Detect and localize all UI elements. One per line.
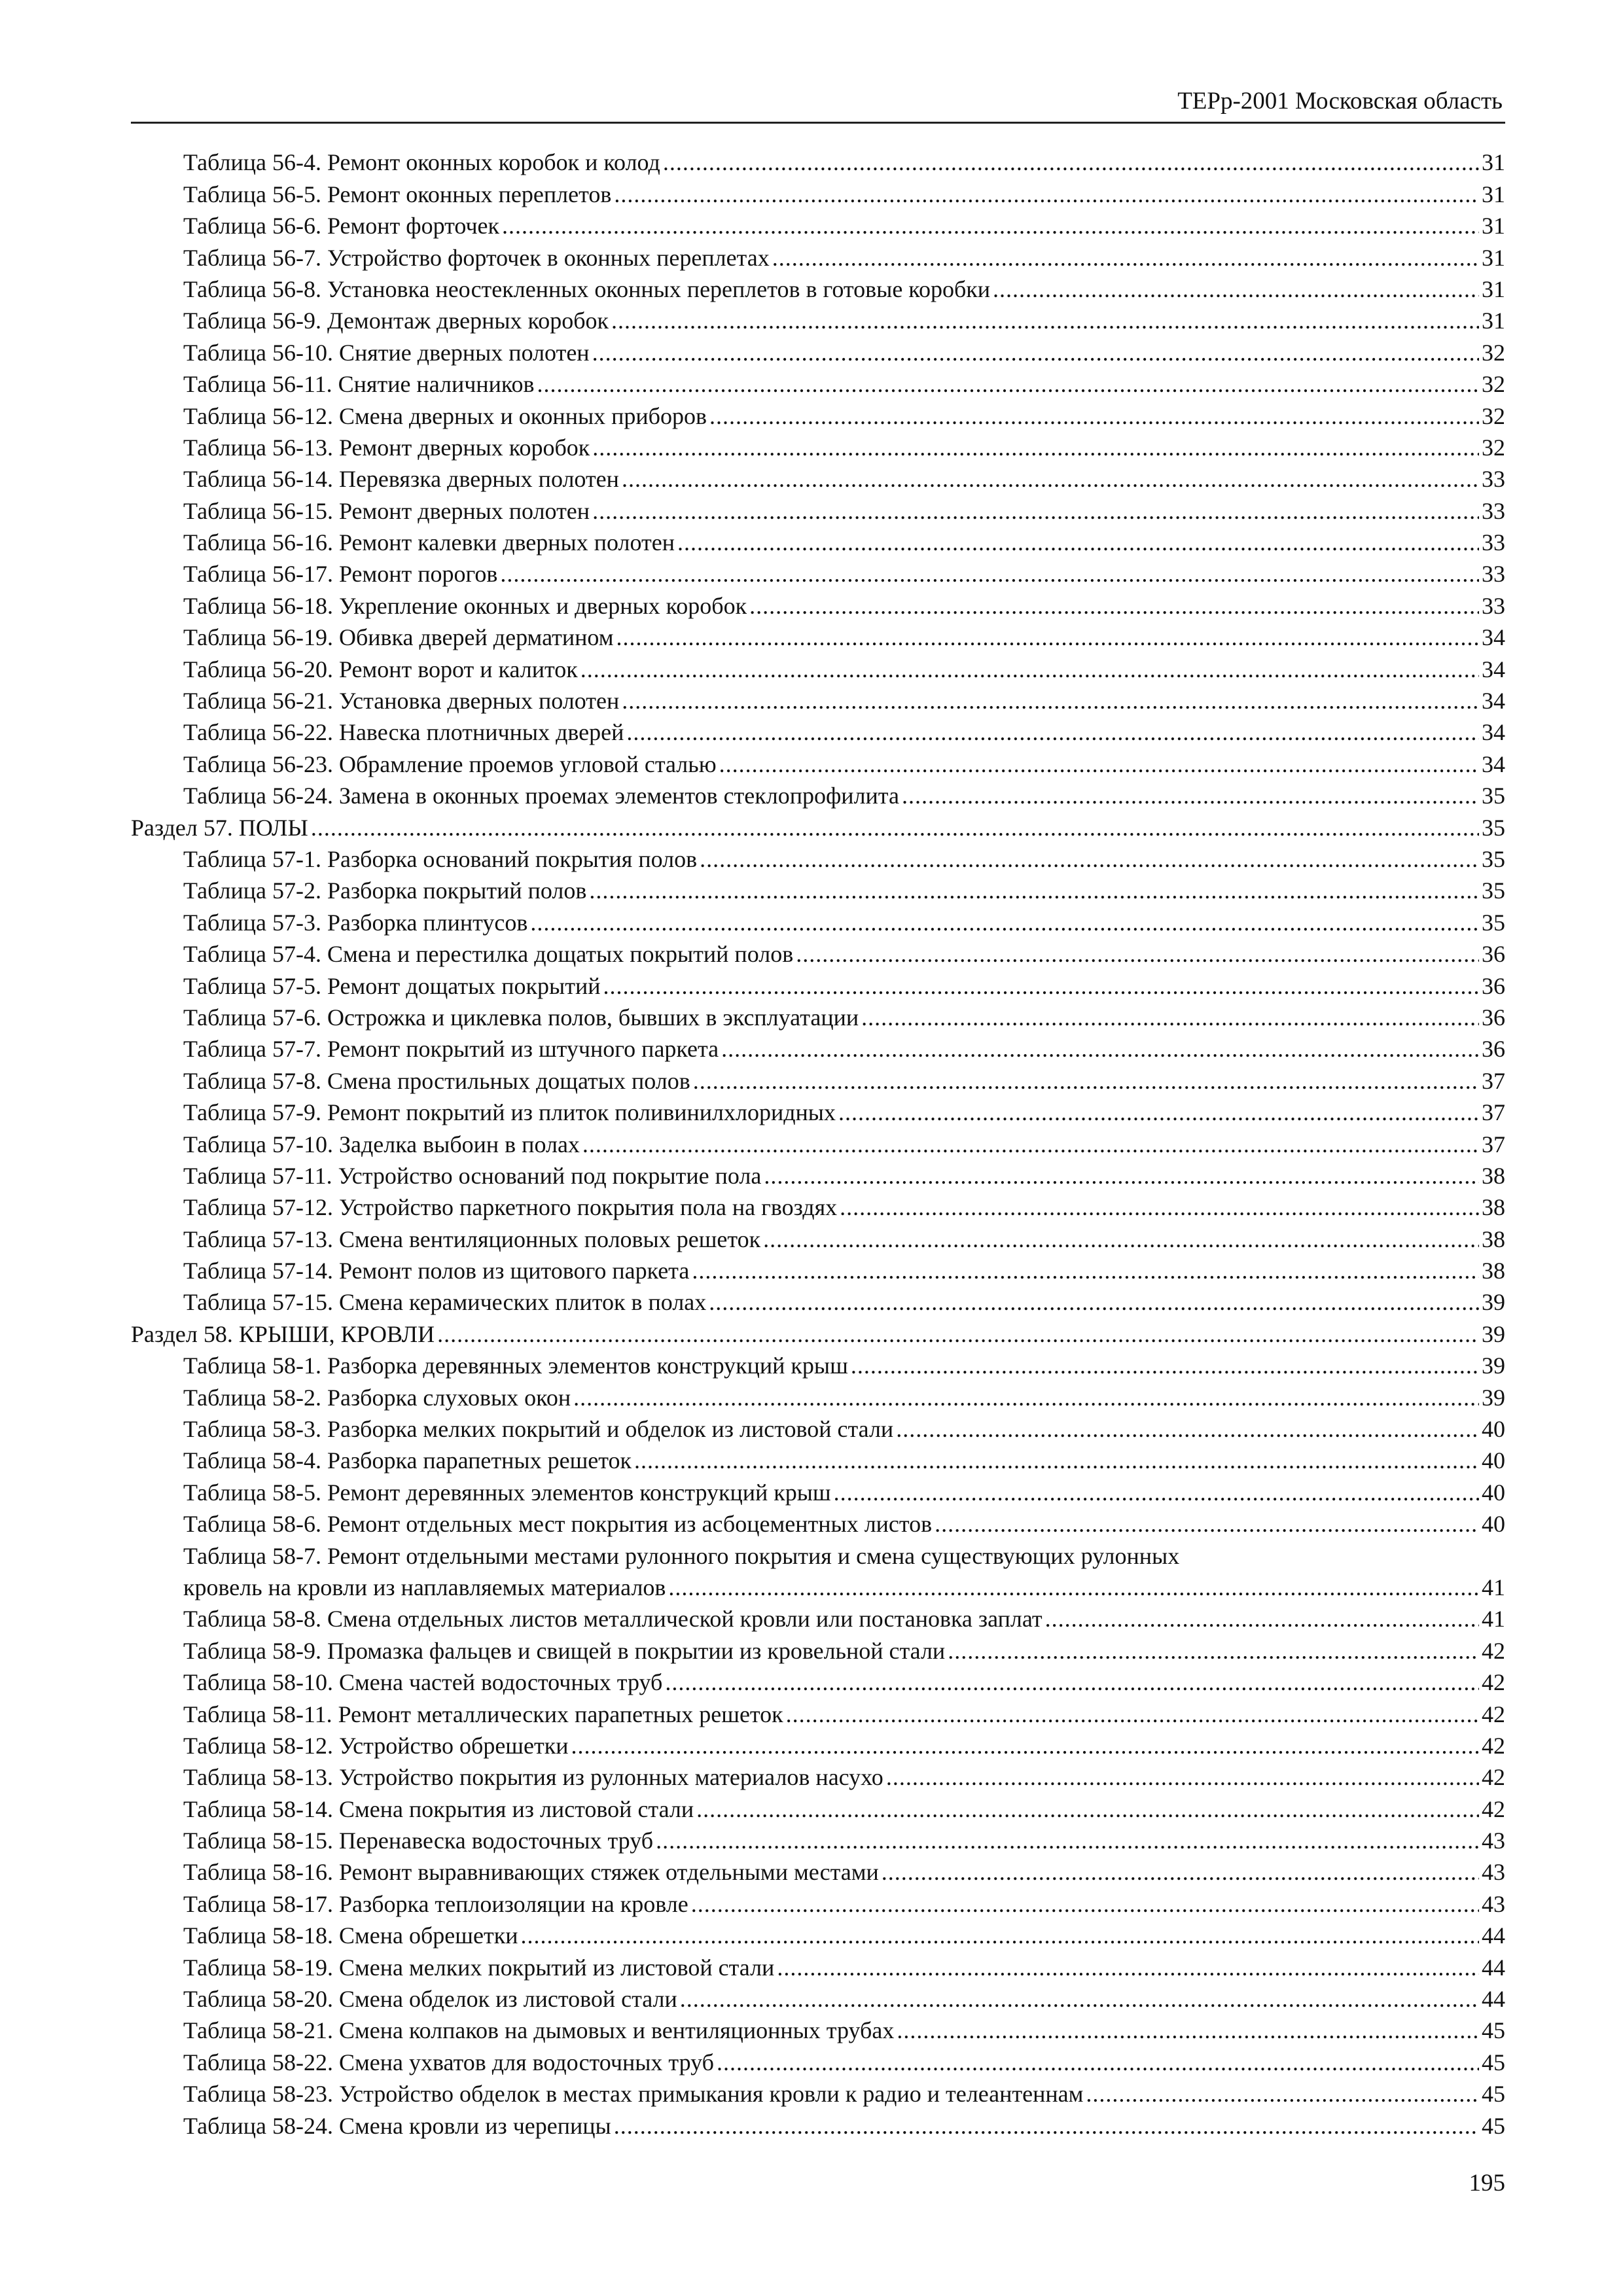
toc-entry-page: 43 xyxy=(1482,1828,1505,1854)
toc-section-entry[interactable] xyxy=(131,1316,1505,1348)
toc-entry-page: 42 xyxy=(1482,1637,1505,1664)
toc-entry-title: Таблица 56-17. Ремонт порогов xyxy=(183,561,498,588)
toc-entry-title: Таблица 57-13. Смена вентиляционных половых решеток xyxy=(183,1226,761,1252)
toc-entry-page: 35 xyxy=(1482,783,1505,809)
dot-leader xyxy=(437,1320,1479,1349)
dot-leader xyxy=(719,750,1479,779)
dot-leader xyxy=(709,1288,1479,1316)
dot-leader xyxy=(571,1731,1479,1760)
toc-table-entry[interactable] xyxy=(131,1285,1505,1316)
dot-leader xyxy=(882,1858,1479,1886)
dot-leader xyxy=(663,148,1479,177)
toc-table-entry[interactable] xyxy=(131,684,1505,715)
toc-entry-continuation[interactable] xyxy=(131,1570,1505,1602)
dot-leader xyxy=(693,1067,1479,1095)
toc-entry-title: Таблица 56-24. Замена в оконных проемах элементов стеклопрофилита xyxy=(183,783,899,809)
toc-entry-title: Таблица 56-22. Навеска плотничных дверей xyxy=(183,719,624,746)
toc-entry-page: 34 xyxy=(1482,656,1505,682)
toc-entry-page: 32 xyxy=(1482,371,1505,398)
dot-leader xyxy=(500,559,1479,588)
toc-entry-title: Таблица 58-17. Разборка теплоизоляции на кровле xyxy=(183,1890,688,1917)
toc-entry-title: Таблица 58-19. Смена мелких покрытий из листовой стали xyxy=(183,1954,775,1981)
page-header xyxy=(131,85,1505,124)
toc-entry-page: 32 xyxy=(1482,339,1505,366)
toc-table-entry[interactable] xyxy=(131,1349,1505,1380)
dot-leader xyxy=(948,1636,1479,1665)
table-of-contents xyxy=(131,145,1505,2140)
toc-entry-title: Таблица 58-23. Устройство обделок в местах примыкания кровли к радио и телеантеннам xyxy=(183,2081,1084,2108)
toc-table-entry[interactable] xyxy=(131,652,1505,683)
toc-entry-title: Таблица 56-5. Ремонт оконных переплетов xyxy=(183,181,612,207)
toc-entry-page: 33 xyxy=(1482,466,1505,493)
toc-entry-title: Таблица 58-20. Смена обделок из листовой стали xyxy=(183,1986,677,2013)
dot-leader xyxy=(616,623,1479,652)
dot-leader xyxy=(721,1034,1479,1063)
toc-entry-title: Таблица 58-12. Устройство обрешетки xyxy=(183,1732,569,1759)
toc-table-entry[interactable] xyxy=(131,1633,1505,1665)
toc-entry-title: Таблица 56-9. Демонтаж дверных коробок xyxy=(183,308,609,334)
toc-table-entry[interactable] xyxy=(131,1095,1505,1127)
toc-entry-page: 35 xyxy=(1482,845,1505,872)
dot-leader xyxy=(603,972,1479,1000)
toc-entry-page: 33 xyxy=(1482,497,1505,524)
toc-table-entry[interactable] xyxy=(131,1475,1505,1506)
toc-entry-page: 45 xyxy=(1482,2049,1505,2075)
dot-leader xyxy=(897,2016,1479,2045)
toc-entry-title: Раздел 57. ПОЛЫ xyxy=(131,814,308,841)
toc-entry-page: 40 xyxy=(1482,1447,1505,1474)
toc-table-entry[interactable] xyxy=(131,1824,1505,1855)
toc-entry-page: 42 xyxy=(1482,1764,1505,1791)
toc-entry-title: Таблица 58-11. Ремонт металлических парапетных решеток xyxy=(183,1701,783,1727)
dot-leader xyxy=(838,1098,1479,1127)
toc-table-entry[interactable] xyxy=(131,1602,1505,1633)
toc-entry-title: Таблица 57-3. Разборка плинтусов xyxy=(183,909,528,936)
toc-table-entry[interactable] xyxy=(131,493,1505,525)
toc-entry-page: 36 xyxy=(1482,1004,1505,1031)
toc-entry-page: 36 xyxy=(1482,1036,1505,1063)
document-title: ТЕРр-2001 Московская область xyxy=(1177,88,1503,115)
dot-leader xyxy=(696,1795,1479,1824)
toc-entry-page: 45 xyxy=(1482,2017,1505,2044)
toc-entry-title: Таблица 56-7. Устройство форточек в оконных переплетах xyxy=(183,244,770,271)
toc-table-entry[interactable] xyxy=(131,620,1505,652)
toc-entry-title: Таблица 58-9. Промазка фальцев и свищей в покрытии из кровельной стали xyxy=(183,1637,946,1664)
dot-leader xyxy=(749,592,1479,620)
toc-entry-page: 34 xyxy=(1482,688,1505,715)
dot-leader xyxy=(611,306,1479,335)
toc-table-entry[interactable] xyxy=(131,874,1505,905)
toc-entry-title: Таблица 56-16. Ремонт калевки дверных полотен xyxy=(183,529,675,556)
dot-leader xyxy=(530,908,1479,937)
toc-entry-title: Таблица 57-2. Разборка покрытий полов xyxy=(183,877,587,904)
toc-table-entry[interactable] xyxy=(131,2045,1505,2076)
toc-entry-title: Таблица 57-4. Смена и перестилка дощатых покрытий полов xyxy=(183,941,794,968)
toc-table-entry[interactable] xyxy=(131,1507,1505,1538)
toc-table-entry[interactable] xyxy=(131,937,1505,968)
toc-entry-page: 35 xyxy=(1482,814,1505,841)
dot-leader xyxy=(786,1700,1479,1729)
toc-entry-page: 45 xyxy=(1482,2081,1505,2108)
toc-entry-page: 39 xyxy=(1482,1320,1505,1347)
toc-table-entry[interactable] xyxy=(131,525,1505,557)
toc-entry-title: Таблица 58-6. Ремонт отдельных мест покрытия из асбоцементных листов xyxy=(183,1511,933,1538)
toc-table-entry[interactable] xyxy=(131,1982,1505,2013)
dot-leader xyxy=(614,2111,1479,2140)
toc-entry-page: 35 xyxy=(1482,877,1505,904)
toc-entry-title: Таблица 58-4. Разборка парапетных решеток xyxy=(183,1447,632,1474)
toc-table-entry[interactable] xyxy=(131,1538,1505,1570)
toc-entry-page: 33 xyxy=(1482,592,1505,619)
toc-entry-page: 33 xyxy=(1482,529,1505,556)
toc-entry-page: 43 xyxy=(1482,1859,1505,1886)
toc-entry-page: 34 xyxy=(1482,624,1505,651)
dot-leader xyxy=(902,781,1479,810)
toc-entry-page: 34 xyxy=(1482,719,1505,746)
dot-leader xyxy=(840,1193,1479,1222)
toc-table-entry[interactable] xyxy=(131,1950,1505,1981)
toc-entry-title: Таблица 58-7. Ремонт отдельными местами рулонного покрытия и смена существующих рулонных xyxy=(183,1542,1180,1569)
toc-entry-title: Таблица 56-10. Снятие дверных полотен xyxy=(183,339,590,366)
toc-entry-page: 42 xyxy=(1482,1795,1505,1822)
dot-leader xyxy=(311,813,1479,842)
toc-entry-title: Таблица 56-14. Перевязка дверных полотен xyxy=(183,466,619,493)
toc-table-entry[interactable] xyxy=(131,209,1505,240)
toc-entry-page: 32 xyxy=(1482,434,1505,461)
toc-entry-title: Таблица 57-6. Острожка и циклевка полов, бывших в эксплуатации xyxy=(183,1004,859,1031)
toc-table-entry[interactable] xyxy=(131,779,1505,810)
toc-entry-page: 42 xyxy=(1482,1732,1505,1759)
toc-entry-title: Таблица 56-11. Снятие наличников xyxy=(183,371,535,398)
toc-entry-page: 39 xyxy=(1482,1352,1505,1379)
dot-leader xyxy=(1045,1604,1479,1633)
toc-entry-title: Таблица 58-14. Смена покрытия из листовой стали xyxy=(183,1795,694,1822)
dot-leader xyxy=(537,370,1479,398)
toc-entry-title: Таблица 58-24. Смена кровли из черепицы xyxy=(183,2112,611,2139)
toc-entry-page: 31 xyxy=(1482,275,1505,302)
toc-entry-title: Таблица 58-18. Смена обрешетки xyxy=(183,1922,518,1949)
toc-table-entry[interactable] xyxy=(131,1697,1505,1728)
toc-entry-title-continued: кровель на кровли из наплавляемых материалов xyxy=(183,1574,666,1600)
dot-leader xyxy=(665,1668,1479,1697)
toc-entry-title: Таблица 57-12. Устройство паркетного покрытия пола на гвоздях xyxy=(183,1194,838,1221)
dot-leader xyxy=(700,845,1479,874)
toc-table-entry[interactable] xyxy=(131,747,1505,778)
toc-entry-title: Таблица 57-7. Ремонт покрытий из штучного паркета xyxy=(183,1036,719,1063)
dot-leader xyxy=(622,465,1479,493)
toc-entry-page: 32 xyxy=(1482,402,1505,429)
toc-entry-title: Таблица 57-1. Разборка оснований покрытия полов xyxy=(183,845,698,872)
dot-leader xyxy=(1086,2079,1479,2108)
toc-entry-title: Таблица 57-11. Устройство оснований под покрытие пола xyxy=(183,1162,762,1189)
toc-entry-page: 42 xyxy=(1482,1669,1505,1696)
toc-table-entry[interactable] xyxy=(131,1159,1505,1190)
dot-leader xyxy=(614,180,1479,209)
toc-table-entry[interactable] xyxy=(131,398,1505,430)
toc-entry-page: 36 xyxy=(1482,972,1505,999)
toc-entry-page: 35 xyxy=(1482,909,1505,936)
toc-entry-page: 31 xyxy=(1482,213,1505,239)
toc-entry-page: 40 xyxy=(1482,1479,1505,1506)
toc-entry-page: 44 xyxy=(1482,1922,1505,1949)
toc-entry-page: 44 xyxy=(1482,1954,1505,1981)
toc-table-entry[interactable] xyxy=(131,145,1505,177)
toc-entry-title: Таблица 56-21. Установка дверных полотен xyxy=(183,688,620,715)
toc-table-entry[interactable] xyxy=(131,1886,1505,1918)
toc-entry-page: 41 xyxy=(1482,1574,1505,1600)
dot-leader xyxy=(656,1826,1479,1855)
toc-entry-title: Таблица 56-15. Ремонт дверных полотен xyxy=(183,497,590,524)
toc-entry-title: Таблица 58-8. Смена отдельных листов металлической кровли или постановка заплат xyxy=(183,1606,1043,1633)
toc-entry-title: Таблица 58-1. Разборка деревянных элементов конструкций крыш xyxy=(183,1352,848,1379)
dot-leader xyxy=(692,1256,1479,1285)
toc-table-entry[interactable] xyxy=(131,1729,1505,1760)
dot-leader xyxy=(886,1763,1479,1792)
dot-leader xyxy=(935,1510,1479,1538)
toc-entry-page: 42 xyxy=(1482,1701,1505,1727)
toc-table-entry[interactable] xyxy=(131,1665,1505,1697)
toc-table-entry[interactable] xyxy=(131,2108,1505,2140)
toc-table-entry[interactable] xyxy=(131,1918,1505,1950)
toc-entry-page: 45 xyxy=(1482,2112,1505,2139)
toc-entry-page: 38 xyxy=(1482,1194,1505,1221)
toc-entry-page: 38 xyxy=(1482,1226,1505,1252)
dot-leader xyxy=(589,876,1479,905)
toc-table-entry[interactable] xyxy=(131,367,1505,398)
toc-entry-title: Таблица 56-6. Ремонт форточек xyxy=(183,213,500,239)
dot-leader xyxy=(834,1478,1479,1507)
dot-leader xyxy=(626,718,1479,747)
toc-entry-title: Таблица 57-8. Смена простильных дощатых полов xyxy=(183,1067,690,1094)
dot-leader xyxy=(573,1383,1479,1412)
toc-table-entry[interactable] xyxy=(131,177,1505,208)
toc-entry-title: Таблица 56-20. Ремонт ворот и калиток xyxy=(183,656,578,682)
toc-table-entry[interactable] xyxy=(131,2013,1505,2045)
toc-table-entry[interactable] xyxy=(131,715,1505,747)
toc-table-entry[interactable] xyxy=(131,272,1505,304)
toc-entry-title: Таблица 58-3. Разборка мелких покрытий и обделок из листовой стали xyxy=(183,1416,894,1443)
toc-entry-title: Таблица 56-18. Укрепление оконных и дверных коробок xyxy=(183,592,747,619)
toc-entry-title: Раздел 58. КРЫШИ, КРОВЛИ xyxy=(131,1320,435,1347)
dot-leader xyxy=(796,940,1479,968)
dot-leader xyxy=(764,1161,1479,1190)
toc-table-entry[interactable] xyxy=(131,304,1505,335)
toc-table-entry[interactable] xyxy=(131,431,1505,462)
toc-entry-page: 40 xyxy=(1482,1416,1505,1443)
toc-entry-title: Таблица 56-13. Ремонт дверных коробок xyxy=(183,434,590,461)
toc-entry-title: Таблица 56-4. Ремонт оконных коробок и колод xyxy=(183,149,660,176)
toc-entry-title: Таблица 56-12. Смена дверных и оконных приборов xyxy=(183,402,707,429)
toc-table-entry[interactable] xyxy=(131,240,1505,272)
toc-entry-title: Таблица 56-19. Обивка дверей дерматином xyxy=(183,624,614,651)
toc-entry-title: Таблица 58-21. Смена колпаков на дымовых и вентиляционных трубах xyxy=(183,2017,895,2044)
toc-entry-page: 31 xyxy=(1482,308,1505,334)
dot-leader xyxy=(622,686,1479,715)
toc-table-entry[interactable] xyxy=(131,557,1505,588)
toc-entry-page: 38 xyxy=(1482,1162,1505,1189)
toc-entry-page: 43 xyxy=(1482,1890,1505,1917)
toc-entry-title: Таблица 57-14. Ремонт полов из щитового паркета xyxy=(183,1258,690,1284)
toc-entry-title: Таблица 57-5. Ремонт дощатых покрытий xyxy=(183,972,601,999)
toc-entry-title: Таблица 58-22. Смена ухватов для водосточных труб xyxy=(183,2049,714,2075)
dot-leader xyxy=(592,497,1479,525)
toc-table-entry[interactable] xyxy=(131,1792,1505,1823)
dot-leader xyxy=(861,1003,1479,1032)
page-number: 195 xyxy=(1469,2170,1505,2197)
dot-leader xyxy=(592,433,1479,462)
toc-entry-title: Таблица 57-15. Смена керамических плиток в полах xyxy=(183,1289,707,1316)
toc-table-entry[interactable] xyxy=(131,905,1505,936)
header-divider xyxy=(131,122,1505,124)
dot-leader xyxy=(520,1921,1479,1950)
dot-leader xyxy=(592,338,1479,367)
toc-entry-page: 41 xyxy=(1482,1606,1505,1633)
toc-entry-title: Таблица 58-2. Разборка слуховых окон xyxy=(183,1384,571,1411)
toc-entry-page: 37 xyxy=(1482,1131,1505,1157)
toc-entry-title: Таблица 56-8. Установка неостекленных оконных переплетов в готовые коробки xyxy=(183,275,991,302)
toc-table-entry[interactable] xyxy=(131,1855,1505,1886)
toc-entry-page: 40 xyxy=(1482,1511,1505,1538)
toc-entry-title: Таблица 58-10. Смена частей водосточных труб xyxy=(183,1669,663,1696)
dot-leader xyxy=(777,1953,1479,1982)
dot-leader xyxy=(582,1130,1479,1159)
toc-entry-page: 31 xyxy=(1482,244,1505,271)
toc-table-entry[interactable] xyxy=(131,1127,1505,1158)
toc-table-entry[interactable] xyxy=(131,1063,1505,1095)
dot-leader xyxy=(580,655,1479,684)
toc-entry-title: Таблица 58-15. Перенавеска водосточных труб xyxy=(183,1828,654,1854)
dot-leader xyxy=(763,1225,1479,1254)
toc-table-entry[interactable] xyxy=(131,1032,1505,1063)
toc-entry-title: Таблица 57-10. Заделка выбоин в полах xyxy=(183,1131,580,1157)
toc-entry-page: 36 xyxy=(1482,941,1505,968)
toc-entry-page: 31 xyxy=(1482,181,1505,207)
toc-section-entry[interactable] xyxy=(131,810,1505,841)
dot-leader xyxy=(668,1573,1479,1602)
toc-entry-title: Таблица 58-5. Ремонт деревянных элементов конструкций крыш xyxy=(183,1479,831,1506)
toc-table-entry[interactable] xyxy=(131,335,1505,366)
dot-leader xyxy=(634,1446,1479,1475)
toc-table-entry[interactable] xyxy=(131,588,1505,620)
dot-leader xyxy=(772,243,1479,272)
toc-table-entry[interactable] xyxy=(131,1760,1505,1792)
toc-entry-page: 39 xyxy=(1482,1384,1505,1411)
toc-table-entry[interactable] xyxy=(131,1443,1505,1475)
toc-entry-page: 34 xyxy=(1482,751,1505,777)
toc-table-entry[interactable] xyxy=(131,2077,1505,2108)
toc-entry-title: Таблица 56-23. Обрамление проемов угловой сталью xyxy=(183,751,717,777)
toc-entry-page: 44 xyxy=(1482,1986,1505,2013)
toc-table-entry[interactable] xyxy=(131,842,1505,874)
dot-leader xyxy=(709,402,1479,431)
toc-table-entry[interactable] xyxy=(131,1412,1505,1443)
dot-leader xyxy=(691,1890,1479,1918)
toc-entry-page: 37 xyxy=(1482,1067,1505,1094)
toc-table-entry[interactable] xyxy=(131,1254,1505,1285)
toc-entry-page: 31 xyxy=(1482,149,1505,176)
dot-leader xyxy=(502,211,1479,240)
dot-leader xyxy=(677,528,1479,557)
toc-table-entry[interactable] xyxy=(131,1380,1505,1411)
dot-leader xyxy=(680,1985,1479,2013)
toc-table-entry[interactable] xyxy=(131,1222,1505,1253)
toc-entry-page: 38 xyxy=(1482,1258,1505,1284)
toc-entry-title: Таблица 58-16. Ремонт выравнивающих стяжек отдельными местами xyxy=(183,1859,879,1886)
toc-table-entry[interactable] xyxy=(131,462,1505,493)
toc-table-entry[interactable] xyxy=(131,1000,1505,1032)
dot-leader xyxy=(851,1351,1479,1380)
toc-table-entry[interactable] xyxy=(131,968,1505,1000)
toc-entry-title: Таблица 57-9. Ремонт покрытий из плиток поливинилхлоридных xyxy=(183,1099,836,1126)
dot-leader xyxy=(717,2048,1479,2077)
toc-table-entry[interactable] xyxy=(131,1190,1505,1222)
dot-leader xyxy=(896,1415,1479,1443)
toc-entry-page: 39 xyxy=(1482,1289,1505,1316)
dot-leader xyxy=(993,275,1479,304)
toc-entry-page: 33 xyxy=(1482,561,1505,588)
toc-entry-title: Таблица 58-13. Устройство покрытия из рулонных материалов насухо xyxy=(183,1764,883,1791)
toc-entry-page: 37 xyxy=(1482,1099,1505,1126)
